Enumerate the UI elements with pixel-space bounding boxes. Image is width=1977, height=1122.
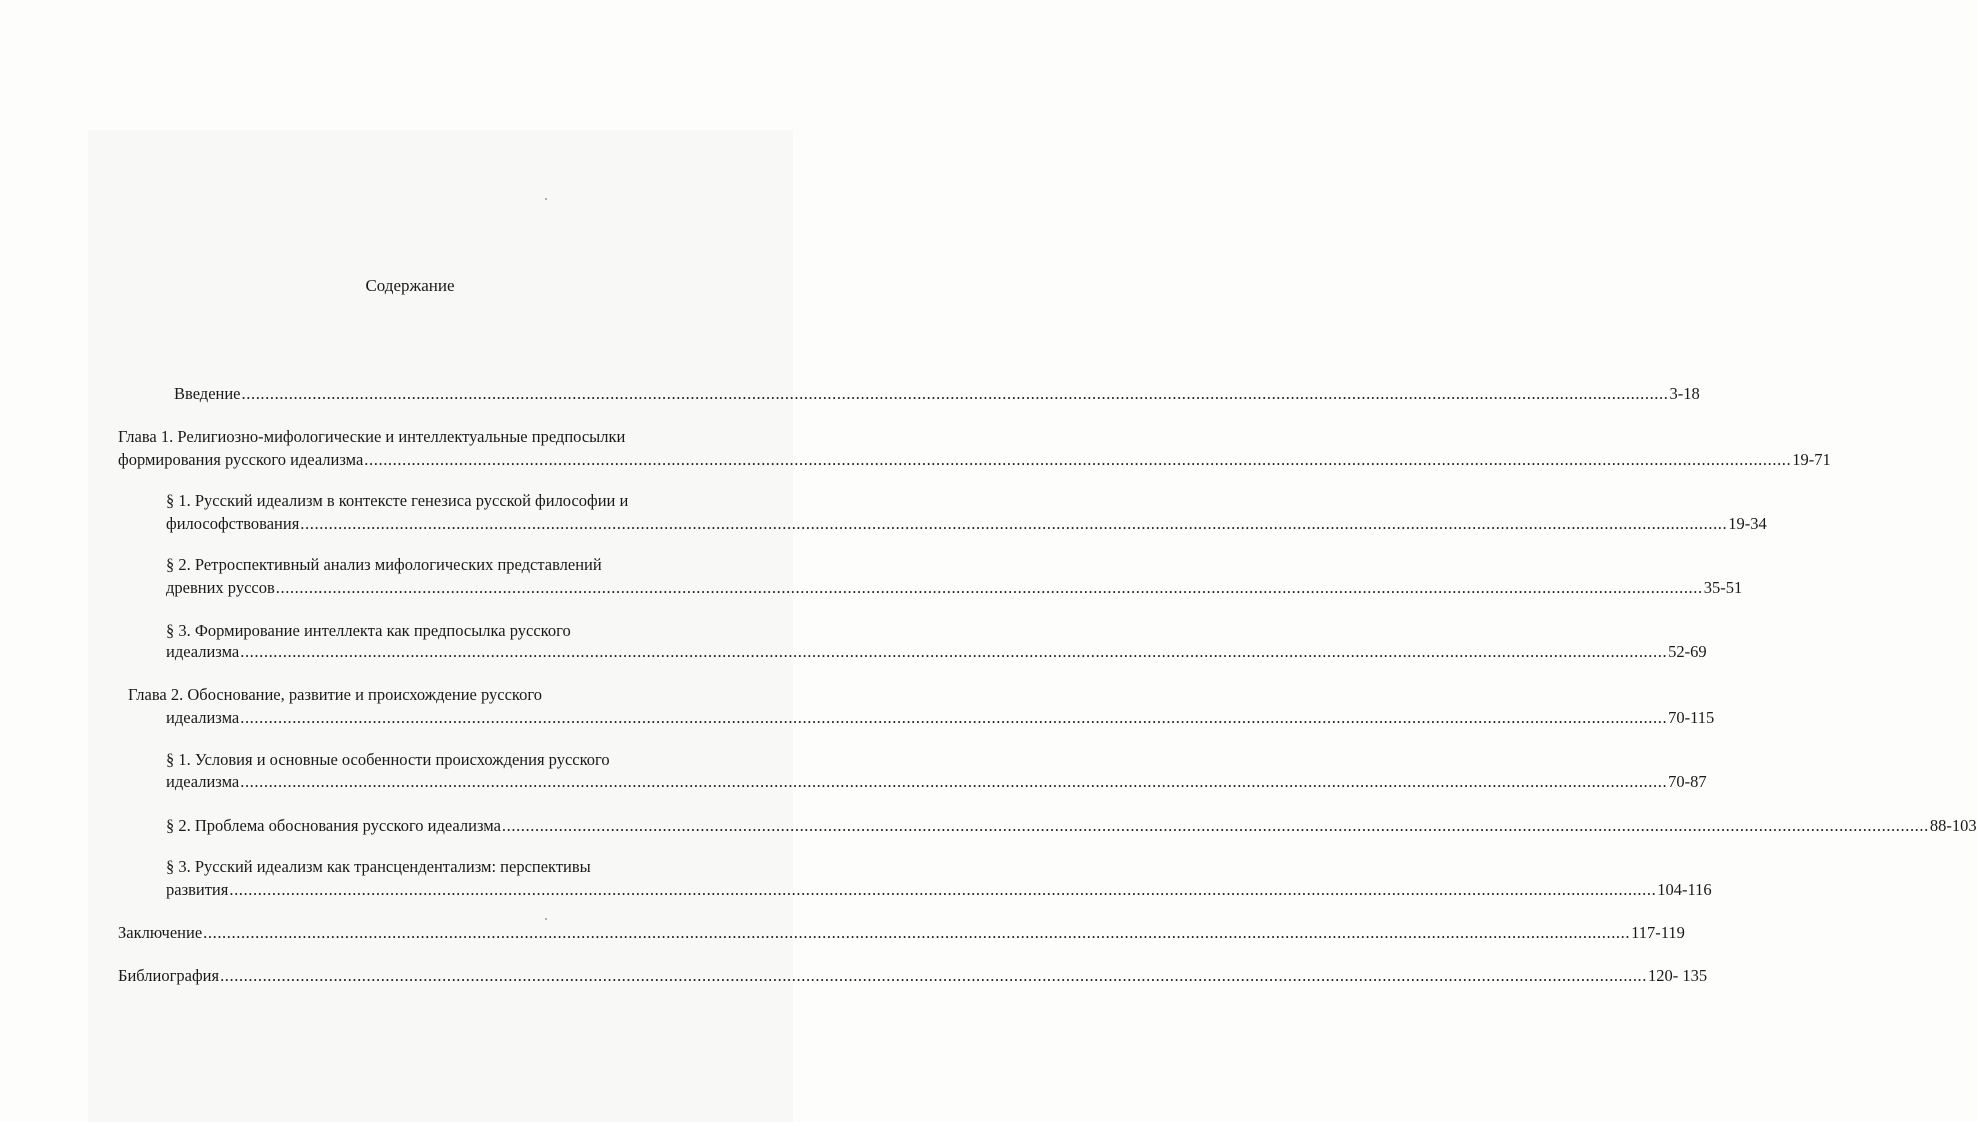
toc-chapter-2-title: Глава 2. Обоснование, развитие и происхождение русского — [128, 685, 542, 704]
toc-label: идеализма — [166, 642, 240, 661]
toc-entry-conclusion — [118, 923, 1685, 943]
toc-entry-bibliography — [118, 966, 1708, 986]
toc-page-range: 88-103 — [1929, 816, 1977, 835]
toc-leader-dots: .............................................................................................................................................................................................................................................................................................................. — [241, 384, 1669, 403]
toc-leader-dots: .............................................................................................................................................................................................................................................................................................................. — [501, 816, 1929, 835]
toc-entry-ch1-sec1 — [166, 514, 1767, 534]
toc-entry-ch1-sec3 — [166, 642, 1707, 662]
toc-label: философствования — [166, 514, 300, 533]
toc-page-range: 52-69 — [1668, 642, 1707, 661]
toc-page-range: 70-115 — [1668, 708, 1715, 727]
toc-ch2-sec3-title: § 3. Русский идеализм как трансцендентализм: перспективы — [166, 857, 591, 876]
toc-label: формирования русского идеализма — [118, 450, 364, 469]
toc-leader-dots: .............................................................................................................................................................................................................................................................................................................. — [240, 642, 1668, 661]
toc-entry-ch2-sec1 — [166, 772, 1707, 792]
toc-ch1-sec2-title: § 2. Ретроспективный анализ мифологических представлений — [166, 555, 602, 574]
toc-page-range: 19-34 — [1728, 514, 1767, 533]
toc-label: § 2. Проблема обоснования русского идеализма — [166, 816, 501, 835]
toc-page-range: 3-18 — [1669, 384, 1700, 403]
toc-label: Заключение — [118, 923, 203, 942]
toc-leader-dots: .............................................................................................................................................................................................................................................................................................................. — [203, 923, 1631, 942]
toc-entry-ch1-sec2 — [166, 578, 1743, 598]
toc-leader-dots: .............................................................................................................................................................................................................................................................................................................. — [229, 880, 1657, 899]
toc-label: идеализма — [166, 708, 240, 727]
toc-entry-chapter-2 — [166, 708, 1715, 728]
scan-speck — [545, 198, 547, 200]
toc-page-range: 117-119 — [1631, 923, 1685, 942]
toc-leader-dots: .............................................................................................................................................................................................................................................................................................................. — [364, 450, 1792, 469]
toc-entry-ch2-sec2 — [166, 816, 1977, 836]
toc-leader-dots: .............................................................................................................................................................................................................................................................................................................. — [300, 514, 1728, 533]
toc-ch2-sec1-title: § 1. Условия и основные особенности происхождения русского — [166, 750, 610, 769]
toc-entry-chapter-1 — [118, 450, 1831, 470]
toc-page-range: 70-87 — [1668, 772, 1707, 791]
toc-entry-intro — [174, 384, 1700, 404]
toc-label: идеализма — [166, 772, 240, 791]
toc-label: Библиография — [118, 966, 220, 985]
toc-label: развития — [166, 880, 229, 899]
toc-chapter-1-title: Глава 1. Религиозно-мифологические и интеллектуальные предпосылки — [118, 427, 626, 446]
toc-page-range: 120- 135 — [1648, 966, 1708, 985]
toc-page-range: 104-116 — [1657, 880, 1712, 899]
toc-label: древних руссов — [166, 578, 275, 597]
toc-page-range: 19-71 — [1792, 450, 1831, 469]
toc-ch1-sec1-title: § 1. Русский идеализм в контексте генезиса русской философии и — [166, 491, 629, 510]
scan-speck — [545, 918, 547, 920]
toc-ch1-sec3-title: § 3. Формирование интеллекта как предпосылка русского — [166, 621, 571, 640]
toc-leader-dots: .............................................................................................................................................................................................................................................................................................................. — [275, 578, 1703, 597]
toc-label: Введение — [174, 384, 241, 403]
page-title: Содержание — [365, 276, 455, 295]
toc-leader-dots: .............................................................................................................................................................................................................................................................................................................. — [240, 772, 1668, 791]
toc-page-range: 35-51 — [1703, 578, 1743, 597]
toc-entry-ch2-sec3 — [166, 880, 1712, 900]
toc-leader-dots: .............................................................................................................................................................................................................................................................................................................. — [220, 966, 1648, 985]
toc-leader-dots: .............................................................................................................................................................................................................................................................................................................. — [240, 708, 1668, 727]
